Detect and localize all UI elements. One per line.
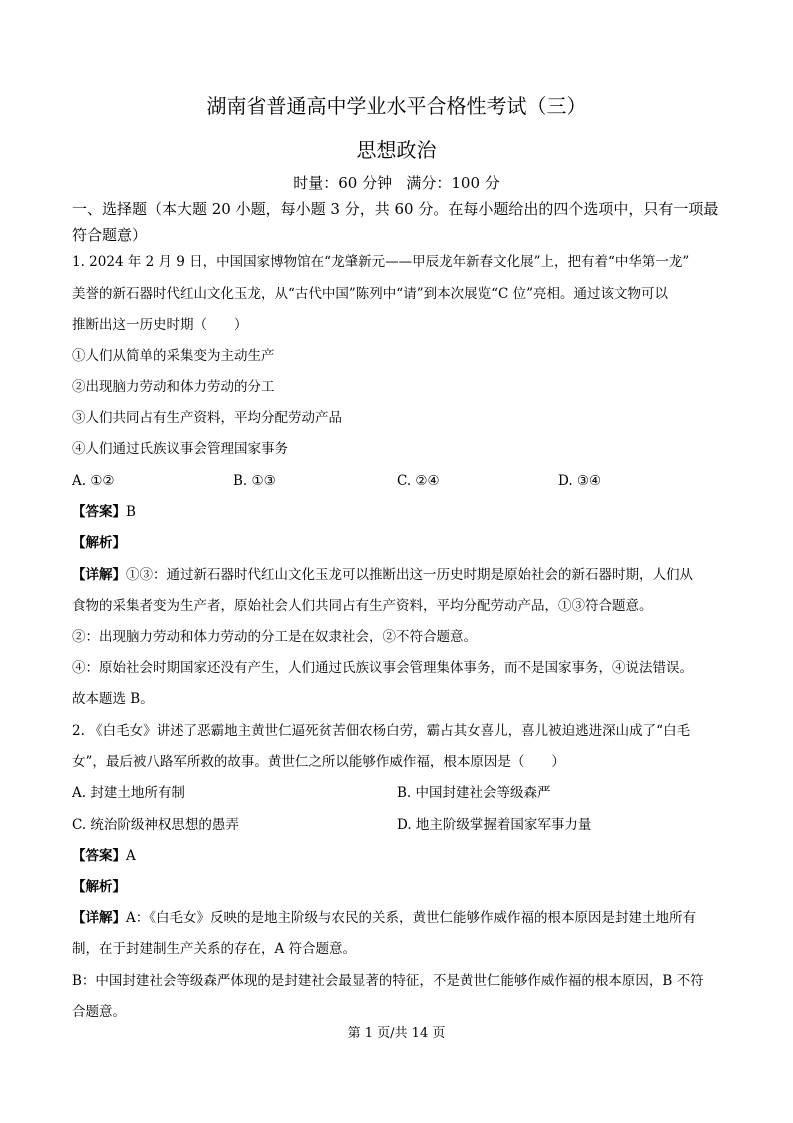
q1-option-b: B. ①③	[233, 473, 276, 489]
q1-detail-label: 【详解】	[72, 567, 126, 583]
q1-answer-label: 【答案】	[72, 504, 126, 520]
q2-stem-line-1: 2. 《白毛女》讲述了恶霸地主黄世仁逼死贫苦佃农杨白劳，霸占其女喜儿，喜儿被迫逃进深山成了“白毛	[72, 723, 691, 739]
q1-item-1: ①人们从简单的采集变为主动生产	[72, 348, 275, 364]
q2-option-c: C. 统治阶级神权思想的愚弄	[72, 817, 239, 833]
q2-option-b: B. 中国封建社会等级森严	[397, 785, 551, 801]
q2-detail-label: 【详解】	[72, 910, 126, 926]
q1-detail-line-2: 食物的采集者变为生产者，原始社会人们共同占有生产资料，平均分配劳动产品，①③符合题意。	[72, 598, 653, 614]
q1-stem-line-3: 推断出这一历史时期（ ）	[72, 317, 248, 333]
q1-analysis-label: 【解析】	[72, 535, 126, 551]
q1-stem-line-2: 美誉的新石器时代红山文化玉龙，从“古代中国”陈列中“请”到本次展览“C 位”亮相。通过该文物可以	[72, 286, 669, 302]
q2-detail-line-4: 合题意。	[72, 1004, 126, 1020]
page-footer: 第 1 页/共 14 页	[347, 1026, 446, 1041]
q1-option-d: D. ③④	[558, 473, 602, 489]
q2-option-d: D. 地主阶级掌握着国家军事力量	[397, 817, 592, 833]
exam-subject: 思想政治	[356, 138, 437, 162]
q1-item-2: ②出现脑力劳动和体力劳动的分工	[72, 379, 275, 395]
q2-detail-line-2: 制，在于封建制生产关系的存在，A 符合题意。	[72, 941, 357, 957]
q1-detail-text-1: ①③：通过新石器时代红山文化玉龙可以推断出这一历史时期是原始社会的新石器时期，人们从	[126, 567, 693, 583]
q1-option-c: C. ②④	[397, 473, 440, 489]
q2-option-a: A. 封建土地所有制	[72, 785, 185, 801]
q1-stem-line-1: 1. 2024 年 2 月 9 日，中国国家博物馆在“龙肇新元——甲辰龙年新春文化展”上，把有着“中华第一龙”	[72, 254, 690, 270]
q1-detail-line-5: 故本题选 B。	[72, 691, 154, 707]
q1-answer-value: B	[126, 504, 136, 520]
q1-option-a: A. ①②	[72, 473, 115, 489]
q2-answer	[72, 846, 732, 866]
q2-detail-line-3: B：中国封建社会等级森严体现的是封建社会最显著的特征，不是黄世仁能够作威作福的根本原因，B 不符	[72, 973, 704, 989]
q1-item-3: ③人们共同占有生产资料，平均分配劳动产品	[72, 410, 342, 426]
q1-detail-line-3: ②：出现脑力劳动和体力劳动的分工是在奴隶社会，②不符合题意。	[72, 629, 477, 645]
q2-detail-text-1: A：《白毛女》反映的是地主阶级与农民的关系，黄世仁能够作威作福的根本原因是封建土地所有	[126, 910, 696, 926]
q1-item-4: ④人们通过氏族议事会管理国家事务	[72, 441, 288, 457]
q2-answer-label: 【答案】	[72, 848, 126, 864]
q1-detail-line-4: ④：原始社会时期国家还没有产生，人们通过氏族议事会管理集体事务，而不是国家事务，④说法错误。	[72, 660, 693, 676]
q1-answer	[72, 502, 732, 522]
q2-detail-line-1	[72, 908, 732, 928]
section-heading: 一、选择题（本大题 20 小题，每小题 3 分，共 60 分。在每小题给出的四个选项中，只有一项最符合题意）	[72, 200, 719, 244]
q1-analysis	[72, 533, 732, 553]
q2-analysis	[72, 877, 732, 897]
q1-detail-line-1	[72, 565, 732, 585]
exam-meta: 时量：60 分钟 满分：100 分	[293, 174, 500, 192]
q2-answer-value: A	[126, 848, 136, 864]
q2-analysis-label: 【解析】	[72, 879, 126, 895]
q2-stem-line-2: 女”，最后被八路军所救的故事。黄世仁之所以能够作威作福，根本原因是（ ）	[72, 754, 565, 770]
exam-title: 湖南省普通高中学业水平合格性考试（三）	[206, 94, 587, 118]
